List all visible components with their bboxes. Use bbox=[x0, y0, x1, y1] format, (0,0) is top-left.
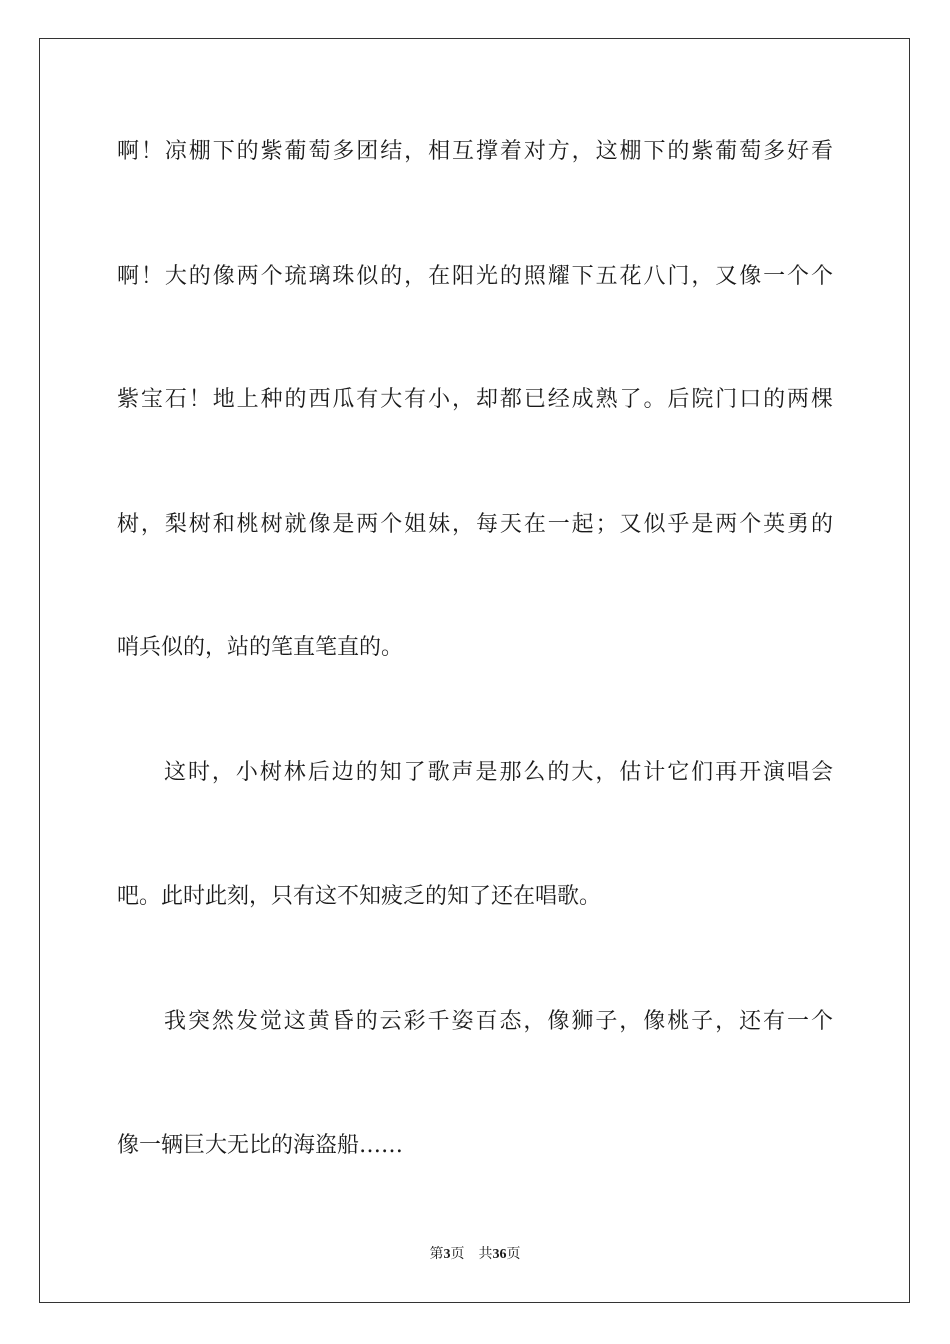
text-line-3: 紫宝石！地上种的西瓜有大有小，却都已经成熟了。后院门口的两棵 bbox=[117, 387, 833, 412]
text-line-6: 这时，小树林后边的知了歌声是那么的大，估计它们再开演唱会 bbox=[164, 760, 833, 785]
page-prefix: 第 bbox=[429, 1247, 444, 1262]
page-suffix: 页 bbox=[450, 1247, 465, 1262]
text-line-4: 树，梨树和桃树就像是两个姐妹，每天在一起；又似乎是两个英勇的 bbox=[117, 512, 833, 537]
text-line-9: 像一辆巨大无比的海盗船…… bbox=[117, 1133, 404, 1158]
page-frame bbox=[39, 38, 910, 1303]
page-number: 3 bbox=[443, 1247, 451, 1262]
text-line-7: 吧。此时此刻，只有这不知疲乏的知了还在唱歌。 bbox=[117, 884, 602, 909]
text-line-5: 哨兵似的，站的笔直笔直的。 bbox=[117, 635, 404, 660]
total-prefix: 共 bbox=[478, 1247, 493, 1262]
page-footer bbox=[0, 1246, 950, 1264]
total-pages: 36 bbox=[492, 1247, 507, 1262]
text-line-8: 我突然发觉这黄昏的云彩千姿百态，像狮子，像桃子，还有一个 bbox=[164, 1009, 833, 1034]
total-suffix: 页 bbox=[506, 1247, 521, 1262]
text-line-2: 啊！大的像两个琉璃珠似的，在阳光的照耀下五花八门，又像一个个 bbox=[117, 264, 833, 289]
text-line-1: 啊！凉棚下的紫葡萄多团结，相互撑着对方，这棚下的紫葡萄多好看 bbox=[117, 139, 833, 164]
